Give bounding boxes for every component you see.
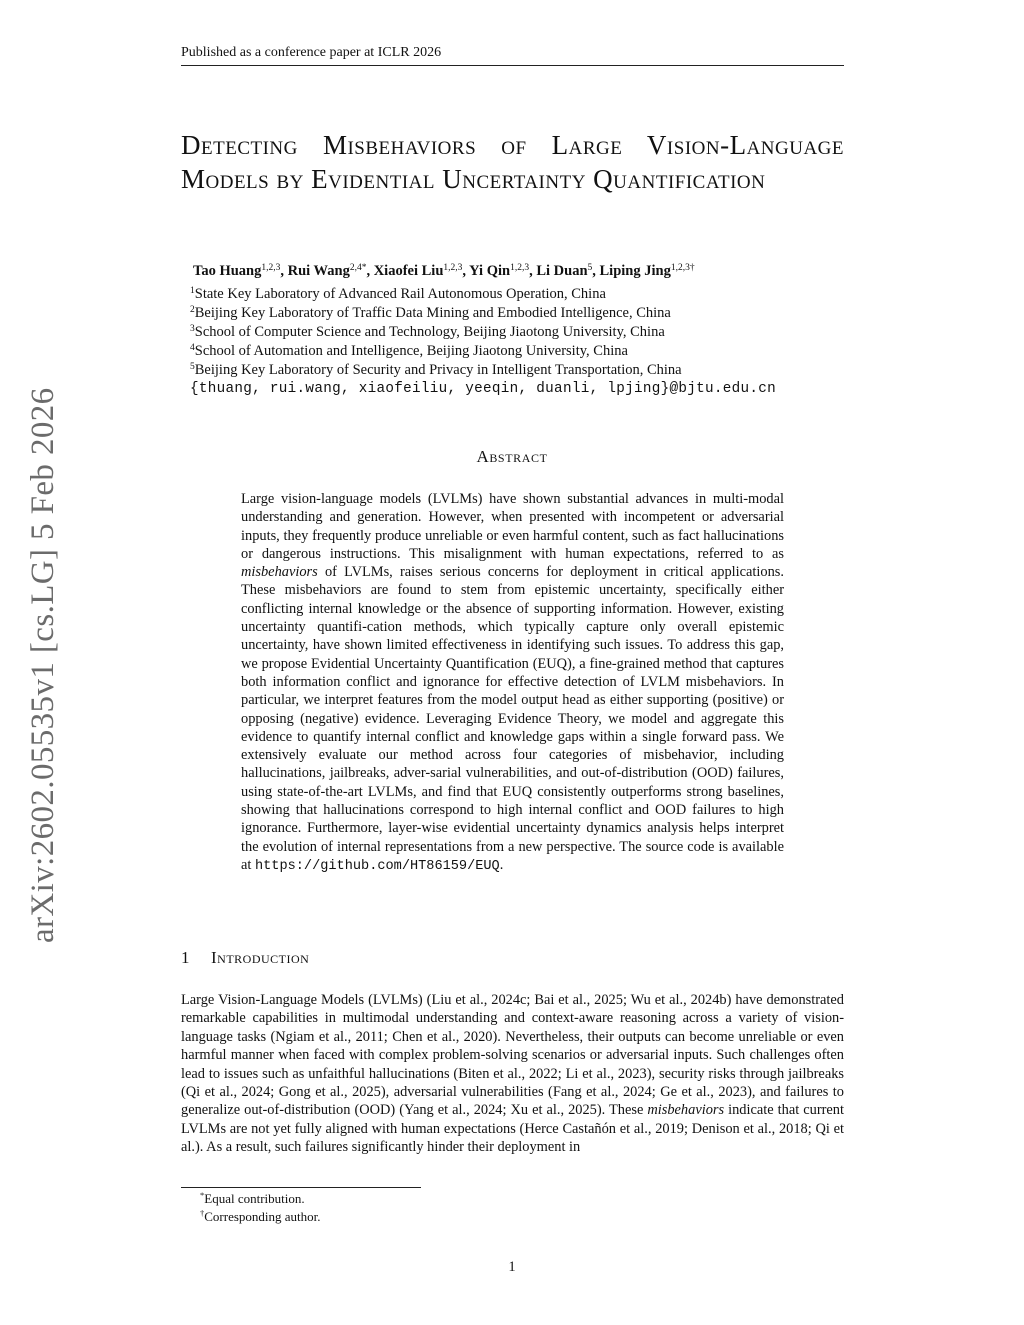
abstract-emphasis: misbehaviors bbox=[241, 564, 318, 581]
author-separator: , bbox=[366, 263, 374, 279]
affiliation-text: Beijing Key Laboratory of Security and Privacy in Intelligent Transportation, China bbox=[194, 362, 682, 378]
footnote bbox=[200, 1209, 321, 1225]
affiliation bbox=[190, 361, 682, 380]
author-list bbox=[193, 262, 853, 281]
affiliation bbox=[190, 323, 665, 342]
author-name: Rui Wang bbox=[287, 263, 350, 279]
affiliation-number: 1 bbox=[190, 286, 195, 296]
author-name: Tao Huang bbox=[193, 263, 262, 279]
footnote-mark: * bbox=[200, 1190, 205, 1200]
footnote-text: Equal contribution. bbox=[204, 1191, 305, 1206]
source-code-link[interactable]: https://github.com/HT86159/EUQ bbox=[254, 858, 500, 874]
affiliation-number: 4 bbox=[190, 343, 195, 353]
arxiv-stamp: arXiv:2602.05535v1 [cs.LG] 5 Feb 2026 bbox=[25, 387, 61, 943]
author-affil-mark: 5 bbox=[587, 263, 593, 273]
author-name: Xiaofei Liu bbox=[373, 263, 444, 279]
author-name: Li Duan bbox=[536, 263, 588, 279]
intro-paragraph bbox=[181, 991, 844, 1157]
affiliation-number: 3 bbox=[190, 324, 195, 334]
section-title: Introduction bbox=[211, 948, 310, 967]
author-name: Yi Qin bbox=[469, 263, 511, 279]
page-number: 1 bbox=[508, 1259, 516, 1275]
abstract-text: . bbox=[499, 856, 504, 873]
author-affil-mark: 1,2,3 bbox=[443, 263, 463, 273]
affiliation-text: Beijing Key Laboratory of Traffic Data Mining and Embodied Intelligence, China bbox=[194, 305, 671, 321]
footnote bbox=[200, 1191, 305, 1207]
running-header: Published as a conference paper at ICLR 2026 bbox=[181, 44, 844, 66]
author-affil-mark: 1,2,3 bbox=[510, 263, 530, 273]
section-heading bbox=[181, 948, 309, 968]
author-separator: , bbox=[529, 263, 537, 279]
author-name: Liping Jing bbox=[599, 263, 671, 279]
affiliation-number: 2 bbox=[190, 305, 195, 315]
intro-text: indicate that current LVLMs are not yet fully aligned with human expectations (Herce Castañón et al., 2019; Denison et al., 2018; Qi et al.). As a result, such failures significantly hinder their deployment in bbox=[181, 1102, 844, 1156]
author-emails[interactable]: {thuang, rui.wang, xiaofeiliu, yeeqin, duanli, lpjing}@bjtu.edu.cn bbox=[190, 381, 777, 397]
affiliation-number: 5 bbox=[190, 362, 195, 372]
abstract-text: of LVLMs, raises serious concerns for deployment in critical applications. These misbehaviors are found to stem from epistemic uncertainty, specifically either conflicting internal knowledge or the absence of supporting information. However, existing uncertainty quantifi-cation methods, which typically capture only overall epistemic uncertainty, have shown limited effectiveness in identifying such issues. To address this gap, we propose Evidential Uncertainty Quantification (EUQ), a fine-grained method that captures both information conflict and ignorance for effective detection of LVLM misbehaviors. In particular, we interpret features from the model output head as either supporting (positive) or opposing (negative) evidence. Leveraging Evidence Theory, we model and aggregate this evidence to quantify internal conflict and knowledge gaps within a single forward pass. We extensively evaluate our method across four categories of misbehavior, including hallucinations, jailbreaks, adver-sarial vulnerabilities, and out-of-distribution (OOD) failures, using state-of-the-art LVLMs, and find that EUQ consistently outperforms strong baselines, showing that hallucinations correspond to high internal conflict and OOD failures to high ignorance. Furthermore, layer-wise evidential uncertainty dynamics analysis helps interpret the evolution of internal representations from a new perspective. The source code is available at bbox=[241, 564, 784, 873]
affiliation bbox=[190, 342, 628, 361]
footnote-mark: † bbox=[200, 1208, 205, 1218]
author-separator: , bbox=[280, 263, 288, 279]
author-affil-mark: 2,4* bbox=[349, 263, 367, 273]
affiliation-text: State Key Laboratory of Advanced Rail Autonomous Operation, China bbox=[194, 286, 606, 302]
affiliation-text: School of Automation and Intelligence, Beijing Jiaotong University, China bbox=[194, 343, 628, 359]
affiliation bbox=[190, 304, 671, 323]
footnote-divider bbox=[181, 1187, 421, 1188]
affiliation bbox=[190, 285, 606, 304]
footnote-text: Corresponding author. bbox=[204, 1209, 321, 1224]
author-affil-mark: 1,2,3 bbox=[261, 263, 281, 273]
abstract-text: Large vision-language models (LVLMs) have shown substantial advances in multi-modal understanding and generation. However, when presented with incompetent or adversarial inputs, they frequently produce unreliable or even harmful content, such as fact hallucinations or dangerous instructions. This misalignment with human expectations, referred to as bbox=[241, 491, 784, 562]
abstract-heading: Abstract bbox=[476, 447, 548, 466]
section-number: 1 bbox=[181, 948, 190, 967]
affiliation-text: School of Computer Science and Technology, Beijing Jiaotong University, China bbox=[194, 324, 665, 340]
author-separator: , bbox=[592, 263, 600, 279]
intro-text: Large Vision-Language Models (LVLMs) (Liu et al., 2024c; Bai et al., 2025; Wu et al., 2024b) have demonstrated remarkable capabilities in multimodal understanding and context-aware reasoning across a variety of vision-language tasks (Ngiam et al., 2011; Chen et al., 2020). Nevertheless, their outputs can become unreliable or even harmful manner when faced with complex problem-solving scenarios or adversarial inputs. Such challenges often lead to issues such as unfaithful hallucinations (Biten et al., 2022; Li et al., 2023), security risks through jailbreaks (Qi et al., 2024; Gong et al., 2025), adversarial vulnerabilities (Fang et al., 2024; Ge et al., 2023), and failures to generalize out-of-distribution (OOD) (Yang et al., 2024; Xu et al., 2025). These bbox=[181, 992, 844, 1119]
paper-title: Detecting Misbehaviors of Large Vision-Language Models by Evidential Uncertainty Quantification bbox=[181, 130, 844, 194]
intro-emphasis: misbehaviors bbox=[647, 1102, 725, 1119]
author-affil-mark: 1,2,3† bbox=[670, 263, 695, 273]
abstract-body bbox=[241, 490, 784, 876]
author-separator: , bbox=[462, 263, 470, 279]
